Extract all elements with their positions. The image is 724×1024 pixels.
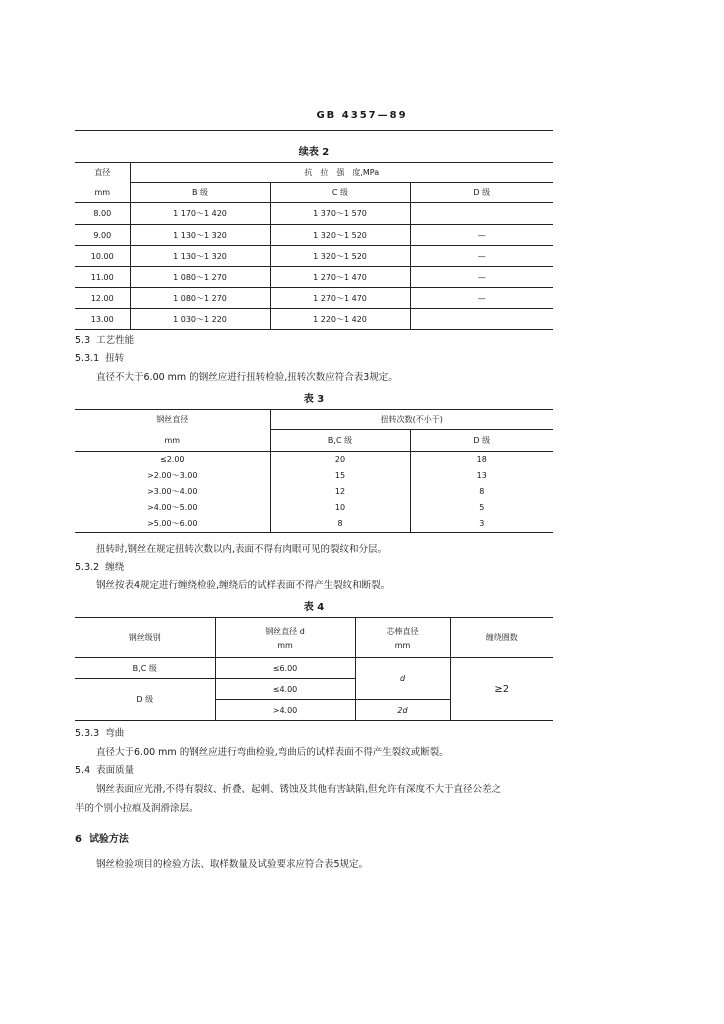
winding-paragraph: 钢丝按表4规定进行缠绕检验,缠绕后的试样表面不得产生裂纹和断裂。 [96,580,391,591]
table-row [75,500,553,516]
torsion-paragraph: 直径不大于6.00 mm 的钢丝应进行扭转检验,扭转次数应符合表3规定。 [96,372,398,383]
surface-paragraph-line2: 半的个别小拉痕及润滑涂层。 [75,803,199,814]
table-row [75,288,553,309]
section-5-3-2 [75,561,124,575]
cell-diameter: 10.00 [75,246,130,267]
section-number: 5.3.1 [75,353,100,364]
col-grade-b: B 级 [130,183,270,203]
cell-grade-d: 3 [479,519,485,529]
section-number: 6 [75,834,82,845]
col-mandrel-diameter-label: 芯棒直径 [386,626,419,636]
bending-paragraph: 直径大于6.00 mm 的钢丝应进行弯曲检验,弯曲后的试样表面不得产生裂纹或断裂。 [96,747,449,758]
cell-grade-bc: 15 [270,468,410,484]
table-4 [75,617,553,721]
col-grade-d: D 级 [473,188,491,197]
cell-diameter: >2.00～3.00 [75,468,270,484]
cell-diameter: 9.00 [75,225,130,246]
cell-grade-b: 1 080～1 270 [130,288,270,309]
cell-grade-c: 1 320～1 520 [270,225,410,246]
cell-grade: D 级 [75,679,215,721]
section-title: 缠绕 [105,562,125,573]
table-row [75,658,553,679]
cell-diameter: >4.00 [215,700,355,721]
col-wire-diameter [215,618,355,658]
table-row [75,452,553,468]
section-number: 5.3.3 [75,728,100,739]
table2-caption: 续表 2 [298,147,330,158]
cell-grade-c: 1 220～1 420 [270,309,410,330]
cell-grade-d: 8 [479,487,485,496]
cell-diameter: ≤4.00 [215,679,355,700]
section-title: 弯曲 [105,728,125,739]
cell-diameter: ≤6.00 [215,658,355,679]
cell-grade-b: 1 130～1 320 [130,246,270,267]
cell-grade-d: — [477,293,486,303]
col-mandrel-diameter-unit: mm [394,640,411,650]
cell-diameter: >4.00～5.00 [75,500,270,516]
section-number: 5.3.2 [75,562,100,573]
surface-paragraph-line1: 钢丝表面应光滑,不得有裂纹、折叠、起刺、锈蚀及其他有害缺陷,但允许有深度不大于直径公差之 [96,784,502,795]
col-grade-d: D 级 [473,436,491,445]
cell-grade-d: — [477,230,486,240]
section-title: 工艺性能 [96,335,135,346]
cell-grade-c: 1 270～1 470 [270,267,410,288]
cell-diameter: 12.00 [75,288,130,309]
cell-grade-bc: 8 [270,516,410,533]
col-twist-count: 扭转次数(不小于) [270,410,553,430]
section-number: 5.4 [75,765,91,776]
document-code: GB 4357—89 [316,110,408,121]
table3-caption: 表 3 [303,394,325,405]
col-wire-diameter-label: 钢丝直径 d [265,626,305,636]
cell-grade-b: 1 030～1 220 [130,309,270,330]
cell-grade-c: 1 270～1 470 [270,288,410,309]
cell-grade-d: 13 [476,471,487,480]
table-2 [75,162,553,330]
cell-grade-b: 1 130～1 320 [130,225,270,246]
col-mandrel-diameter [355,618,450,658]
cell-grade: B,C 级 [75,658,215,679]
section-5-3-1 [75,352,124,366]
table-row [75,203,553,225]
cell-grade-d: 18 [476,455,487,465]
cell-diameter: 11.00 [75,267,130,288]
cell-diameter: 13.00 [75,309,130,330]
col-wire-diameter: 钢丝直径 [75,410,270,430]
cell-grade-c: 1 370～1 570 [270,203,410,225]
col-grade-c: C 级 [270,183,410,203]
cell-diameter: 8.00 [75,203,130,225]
after-torsion-paragraph: 扭转时,钢丝在规定扭转次数以内,表面不得有肉眼可见的裂纹和分层。 [96,544,388,555]
table-row [75,246,553,267]
table-row [75,484,553,500]
cell-grade-d: — [477,251,486,261]
col-diameter: 直径 [75,163,130,183]
table-3 [75,409,553,533]
cell-grade-d [410,309,553,330]
table-row [75,468,553,484]
test-method-paragraph: 钢丝检验项目的检验方法、取样数量及试验要求应符合表5规定。 [96,859,369,870]
cell-grade-d [410,203,553,225]
section-title: 表面质量 [96,765,135,776]
section-6 [75,830,129,845]
table-row [75,516,553,533]
cell-grade-bc: 12 [270,484,410,500]
section-title: 试验方法 [88,834,129,845]
cell-grade-d: — [477,272,486,282]
section-5-4 [75,764,134,778]
table-row [75,309,553,330]
section-5-3-3 [75,727,124,741]
table4-caption: 表 4 [303,602,325,613]
header-rule [75,130,553,131]
cell-diameter: >5.00～6.00 [75,516,270,533]
col-grade-bc: B,C 级 [270,430,410,452]
table-row [75,225,553,246]
table-row [75,267,553,288]
section-title: 扭转 [105,353,125,364]
cell-grade-b: 1 080～1 270 [130,267,270,288]
cell-grade-d: 5 [479,503,485,512]
cell-grade-b: 1 170～1 420 [130,203,270,225]
cell-diameter: ≤2.00 [75,452,270,468]
cell-grade-bc: 20 [270,452,410,468]
col-wire-grade: 钢丝级别 [75,618,215,658]
col-winding-turns: 缠绕圈数 [485,633,518,642]
col-wire-diameter-unit: mm [75,430,270,452]
section-5-3 [75,334,134,348]
cell-grade-c: 1 320～1 520 [270,246,410,267]
cell-turns: ≥2 [494,683,510,695]
cell-mandrel: d [355,658,450,700]
col-wire-diameter-unit: mm [277,640,293,650]
col-tensile-strength: 抗 拉 强 度,MPa [130,163,553,183]
cell-diameter: >3.00～4.00 [75,484,270,500]
cell-grade-bc: 10 [270,500,410,516]
section-number: 5.3 [75,335,91,346]
col-diameter-unit: mm [75,183,130,203]
cell-mandrel: 2d [355,700,450,721]
